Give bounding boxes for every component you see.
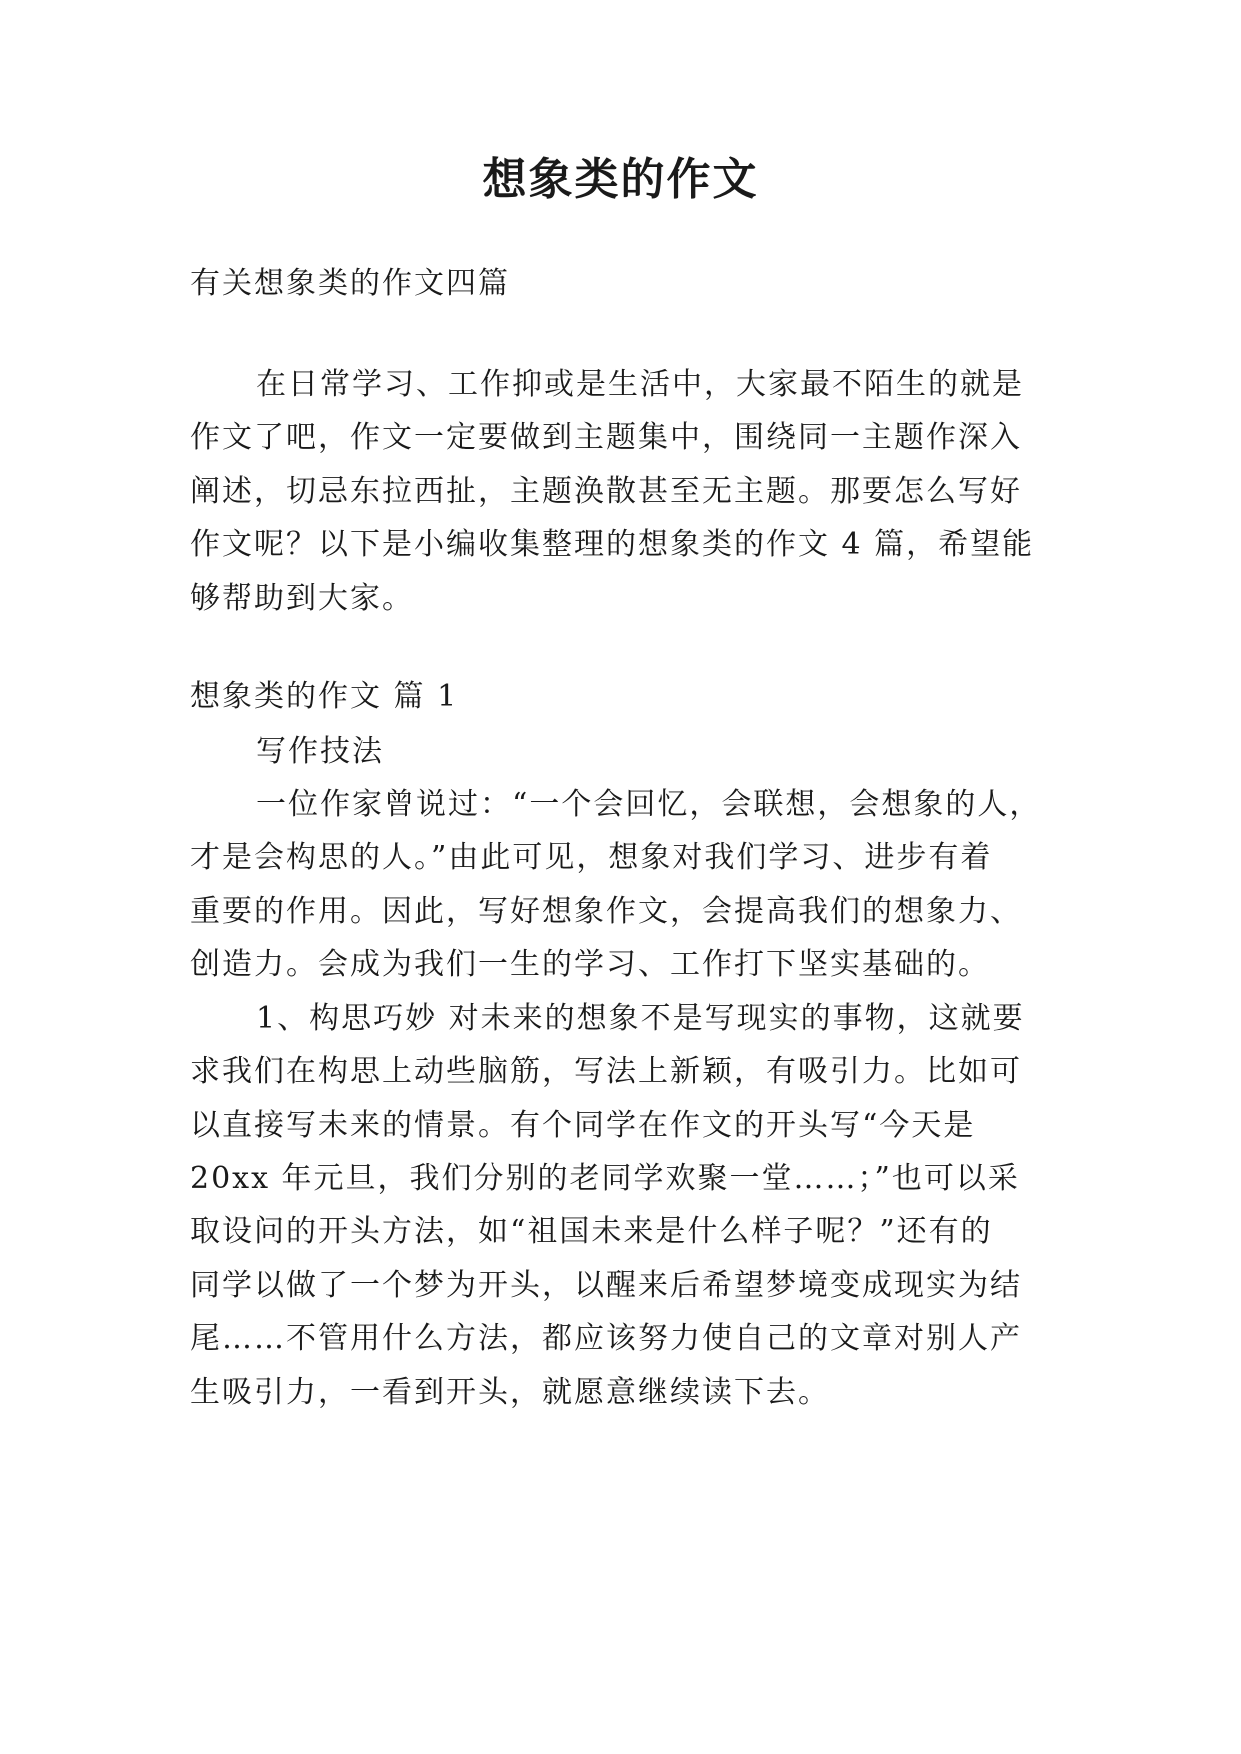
paragraph-line: 20xx 年元旦，我们分别的老同学欢聚一堂……；”也可以采 xyxy=(190,1161,1020,1196)
paragraph-line: 一位作家曾说过：“一个会回忆，会联想，会想象的人， xyxy=(256,787,1042,822)
paragraph-line: 才是会构思的人。”由此可见，想象对我们学习、进步有着 xyxy=(190,840,993,875)
paragraph-line: 求我们在构思上动些脑筋，写法上新颖，有吸引力。比如可 xyxy=(190,1054,1022,1089)
paragraph-line: 生吸引力，一看到开头，就愿意继续读下去。 xyxy=(190,1375,830,1410)
paragraph-line: 尾……不管用什么方法，都应该努力使自己的文章对别人产 xyxy=(190,1321,1022,1356)
paragraph-line: 取设问的开头方法，如“祖国未来是什么样子呢？”还有的 xyxy=(190,1214,993,1249)
paragraph-line: 同学以做了一个梦为开头，以醒来后希望梦境变成现实为结 xyxy=(190,1268,1022,1303)
paragraph-line: 1、构思巧妙 对未来的想象不是写现实的事物，这就要 xyxy=(256,1001,1025,1036)
document-title: 想象类的作文 xyxy=(482,154,759,205)
technique-heading: 写作技法 xyxy=(256,734,384,769)
paragraph-line: 重要的作用。因此，写好想象作文，会提高我们的想象力、 xyxy=(190,894,1022,929)
document-subtitle: 有关想象类的作文四篇 xyxy=(190,266,510,301)
section-heading: 想象类的作文 篇 1 xyxy=(190,679,459,714)
intro-line: 作文了吧，作文一定要做到主题集中，围绕同一主题作深入 xyxy=(190,420,1022,455)
intro-line: 作文呢？以下是小编收集整理的想象类的作文 4 篇，希望能 xyxy=(190,527,1035,562)
paragraph-line: 以直接写未来的情景。有个同学在作文的开头写“今天是 xyxy=(190,1108,976,1143)
intro-line: 阐述，切忌东拉西扯，主题涣散甚至无主题。那要怎么写好 xyxy=(190,474,1022,509)
intro-line: 在日常学习、工作抑或是生活中，大家最不陌生的就是 xyxy=(256,367,1024,402)
paragraph-line: 创造力。会成为我们一生的学习、工作打下坚实基础的。 xyxy=(190,947,990,982)
intro-line: 够帮助到大家。 xyxy=(190,581,414,616)
